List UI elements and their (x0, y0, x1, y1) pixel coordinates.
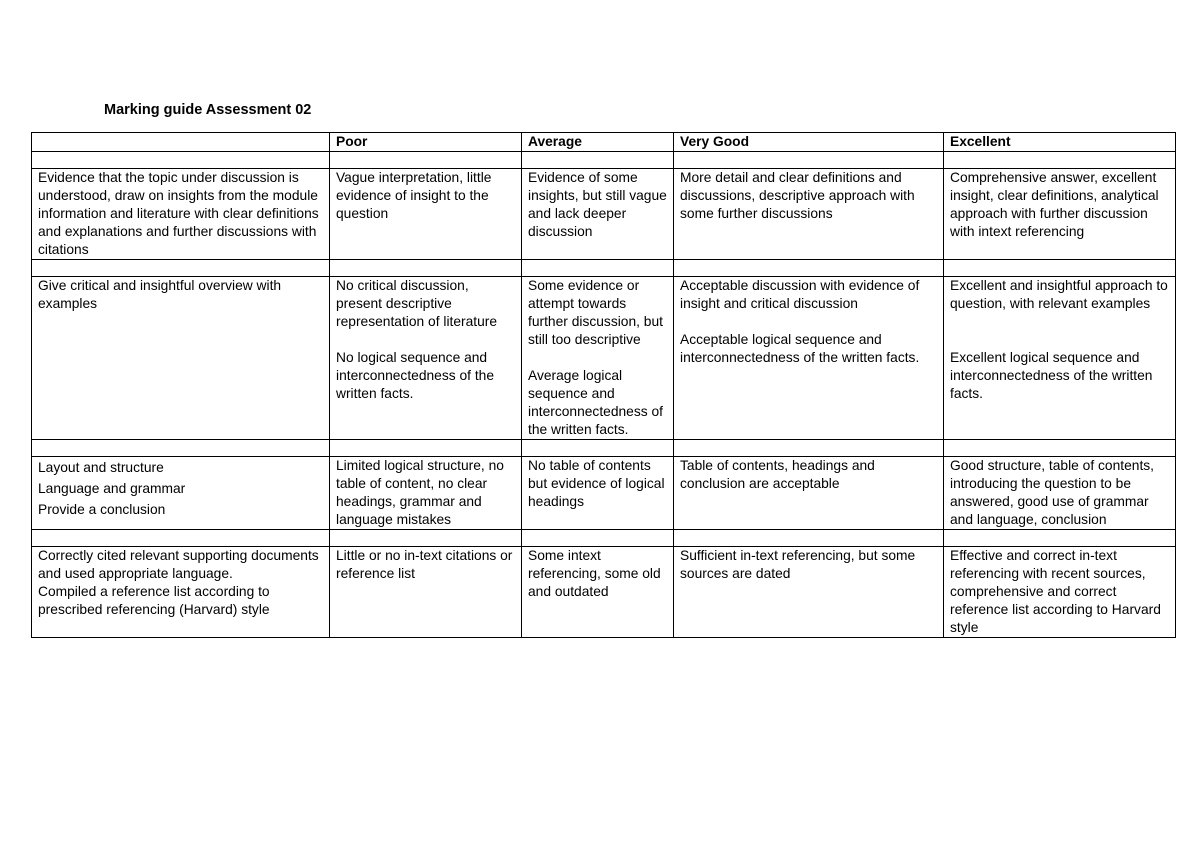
spacer-row (32, 530, 1176, 547)
page-title: Marking guide Assessment 02 (104, 102, 312, 118)
header-very-good: Very Good (674, 133, 944, 152)
table-row (32, 277, 1176, 440)
criterion-cell: Give critical and insightful overview with examples (32, 277, 330, 440)
table-row (32, 169, 1176, 260)
marking-rubric-table (31, 132, 1176, 638)
average-cell: Evidence of some insights, but still vague and lack deeper discussion (522, 169, 674, 260)
excellent-cell: Good structure, table of contents, introducing the question to be answered, good use of grammar and language, conclusion (944, 457, 1176, 530)
spacer-row (32, 152, 1176, 169)
very-good-cell: Table of contents, headings and conclusion are acceptable (674, 457, 944, 530)
very-good-cell: Acceptable discussion with evidence of insight and critical discussion Acceptable logical sequence and interconnectedness of the written facts. (674, 277, 944, 440)
average-cell: No table of contents but evidence of logical headings (522, 457, 674, 530)
criterion-cell: Correctly cited relevant supporting documents and used appropriate language. Compiled a reference list according to prescribed referencing (Harvard) style (32, 547, 330, 638)
header-row (32, 133, 1176, 152)
spacer-row (32, 440, 1176, 457)
header-criteria (32, 133, 330, 152)
very-good-cell: Sufficient in-text referencing, but some sources are dated (674, 547, 944, 638)
excellent-cell: Effective and correct in-text referencing with recent sources, comprehensive and correct reference list according to Harvard style (944, 547, 1176, 638)
header-poor: Poor (330, 133, 522, 152)
average-cell: Some intext referencing, some old and outdated (522, 547, 674, 638)
criterion-cell: Layout and structure Language and grammar Provide a conclusion (32, 457, 330, 530)
excellent-cell: Excellent and insightful approach to question, with relevant examples Excellent logical sequence and interconnectedness of the written facts. (944, 277, 1176, 440)
poor-cell: Little or no in-text citations or reference list (330, 547, 522, 638)
table-row (32, 547, 1176, 638)
poor-cell: No critical discussion, present descriptive representation of literature No logical sequence and interconnectedness of the written facts. (330, 277, 522, 440)
spacer-row (32, 260, 1176, 277)
criterion-cell: Evidence that the topic under discussion is understood, draw on insights from the module information and literature with clear definitions and explanations and further discussions with citations (32, 169, 330, 260)
excellent-cell: Comprehensive answer, excellent insight, clear definitions, analytical approach with further discussion with intext referencing (944, 169, 1176, 260)
very-good-cell: More detail and clear definitions and discussions, descriptive approach with some further discussions (674, 169, 944, 260)
average-cell: Some evidence or attempt towards further discussion, but still too descriptive Average logical sequence and interconnectedness of the written facts. (522, 277, 674, 440)
poor-cell: Vague interpretation, little evidence of insight to the question (330, 169, 522, 260)
poor-cell: Limited logical structure, no table of content, no clear headings, grammar and language mistakes (330, 457, 522, 530)
header-excellent: Excellent (944, 133, 1176, 152)
header-average: Average (522, 133, 674, 152)
table-row (32, 457, 1176, 530)
